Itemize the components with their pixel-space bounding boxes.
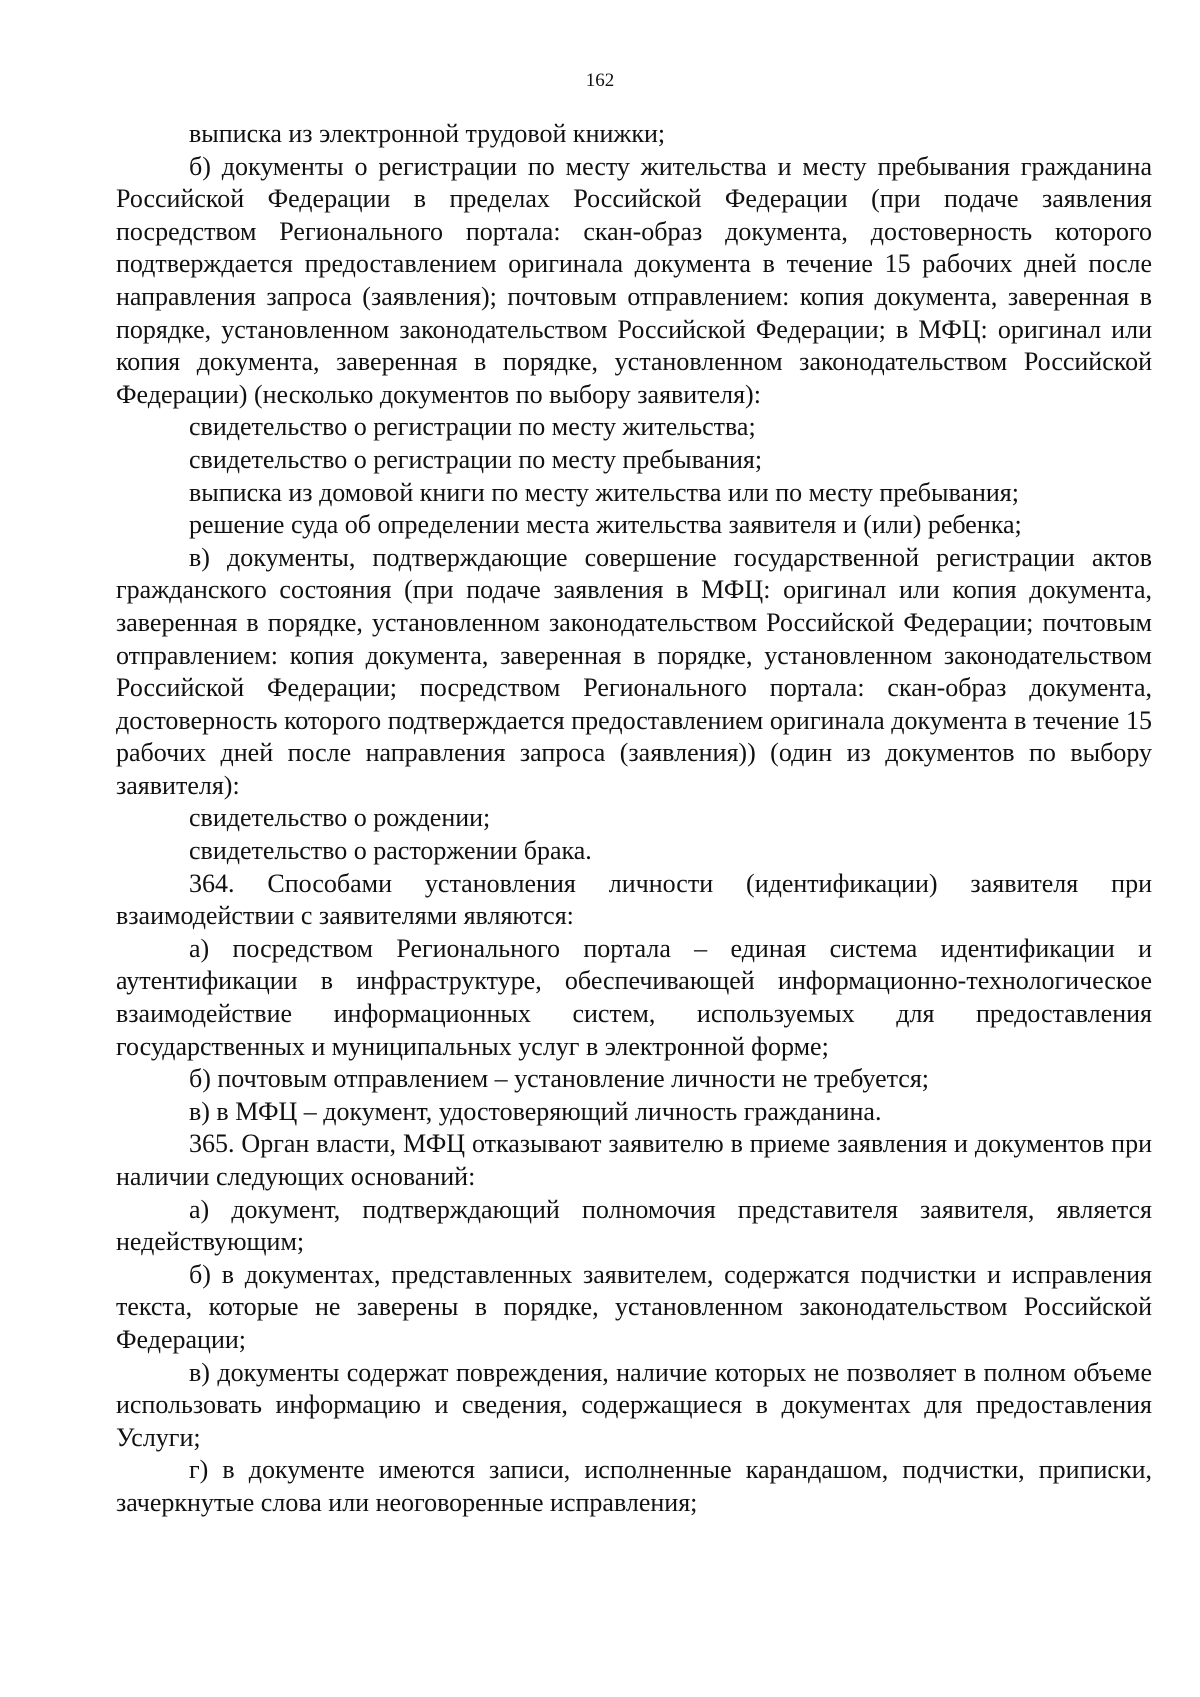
paragraph-employment-record-extract: выписка из электронной трудовой книжки; <box>189 119 666 148</box>
paragraph-stay-certificate: свидетельство о регистрации по месту пребывания; <box>189 444 763 474</box>
paragraph-birth-certificate: свидетельство о рождении; <box>189 803 491 833</box>
paragraph-residence-certificate: свидетельство о регистрации по месту жительства; <box>189 412 756 442</box>
paragraph-365-g-pencil-records: г) в документе имеются записи, исполненные карандашом, подчистки, приписки, зачеркнутые слова или неоговоренные исправления; <box>116 1455 1152 1517</box>
paragraph-365-a-invalid-authority: а) документ, подтверждающий полномочия представителя заявителя, является недействующим; <box>116 1194 1152 1257</box>
paragraph-364-v-mfc: в) в МФЦ – документ, удостоверяющий личность гражданина. <box>189 1096 882 1126</box>
paragraph-364-a-regional-portal: а) посредством Регионального портала – единая система идентификации и аутентификации в инфраструктуре, обеспечивающей информационно-технологическое взаимодействие информационных систем, используемых для предоставления государственных и муниципальных услуг в электронной форме; <box>116 933 1152 1061</box>
document-body <box>116 118 1152 1520</box>
paragraph-364-identification-methods: 364. Способами установления личности (идентификации) заявителя при взаимодействии с заявителями являются: <box>116 868 1152 931</box>
paragraph-house-book-extract: выписка из домовой книги по месту жительства или по месту пребывания; <box>189 477 1019 507</box>
page-number: 162 <box>585 70 615 91</box>
paragraph-364-b-postal: б) почтовым отправлением – установление личности не требуется; <box>189 1064 930 1094</box>
paragraph-365-v-damage: в) документы содержат повреждения, наличие которых не позволяет в полном объеме использовать информацию и сведения, содержащиеся в документах для предоставления Услуги; <box>116 1357 1152 1452</box>
paragraph-item-b-residence-documents: б) документы о регистрации по месту жительства и месту пребывания гражданина Российской Федерации в пределах Российской Федерации (при подаче заявления посредством Регионального портала: скан-образ документа, достоверность которого подтверждается предоставлением оригинала документа в течение 15 рабочих дней после направления запроса (заявления); почтовым отправлением: копия документа, заверенная в порядке, установленном законодательством Российской Федерации; в МФЦ: оригинал или копия документа, заверенная в порядке, установленном законодательством Российской Федерации) (несколько документов по выбору заявителя): <box>116 151 1152 409</box>
paragraph-court-decision: решение суда об определении места жительства заявителя и (или) ребенка; <box>189 510 1022 540</box>
paragraph-365-refusal-grounds: 365. Орган власти, МФЦ отказывают заявителю в приеме заявления и документов при наличии следующих оснований: <box>116 1129 1152 1191</box>
paragraph-divorce-certificate: свидетельство о расторжении брака. <box>189 836 592 866</box>
paragraph-item-v-civil-status-acts: в) документы, подтверждающие совершение государственной регистрации актов гражданского состояния (при подаче заявления в МФЦ: оригинал или копия документа, заверенная в порядке, установленном законодательством Российской Федерации; почтовым отправлением: копия документа, заверенная в порядке, установленном законодательством Российской Федерации; посредством Регионального портала: скан-образ документа, достоверность которого подтверждается предоставлением оригинала документа в течение 15 рабочих дней после направления запроса (заявления)) (один из документов по выбору заявителя): <box>116 542 1152 800</box>
paragraph-365-b-corrections: б) в документах, представленных заявителем, содержатся подчистки и исправления текста, которые не заверены в порядке, установленном законодательством Российской Федерации; <box>116 1259 1152 1354</box>
